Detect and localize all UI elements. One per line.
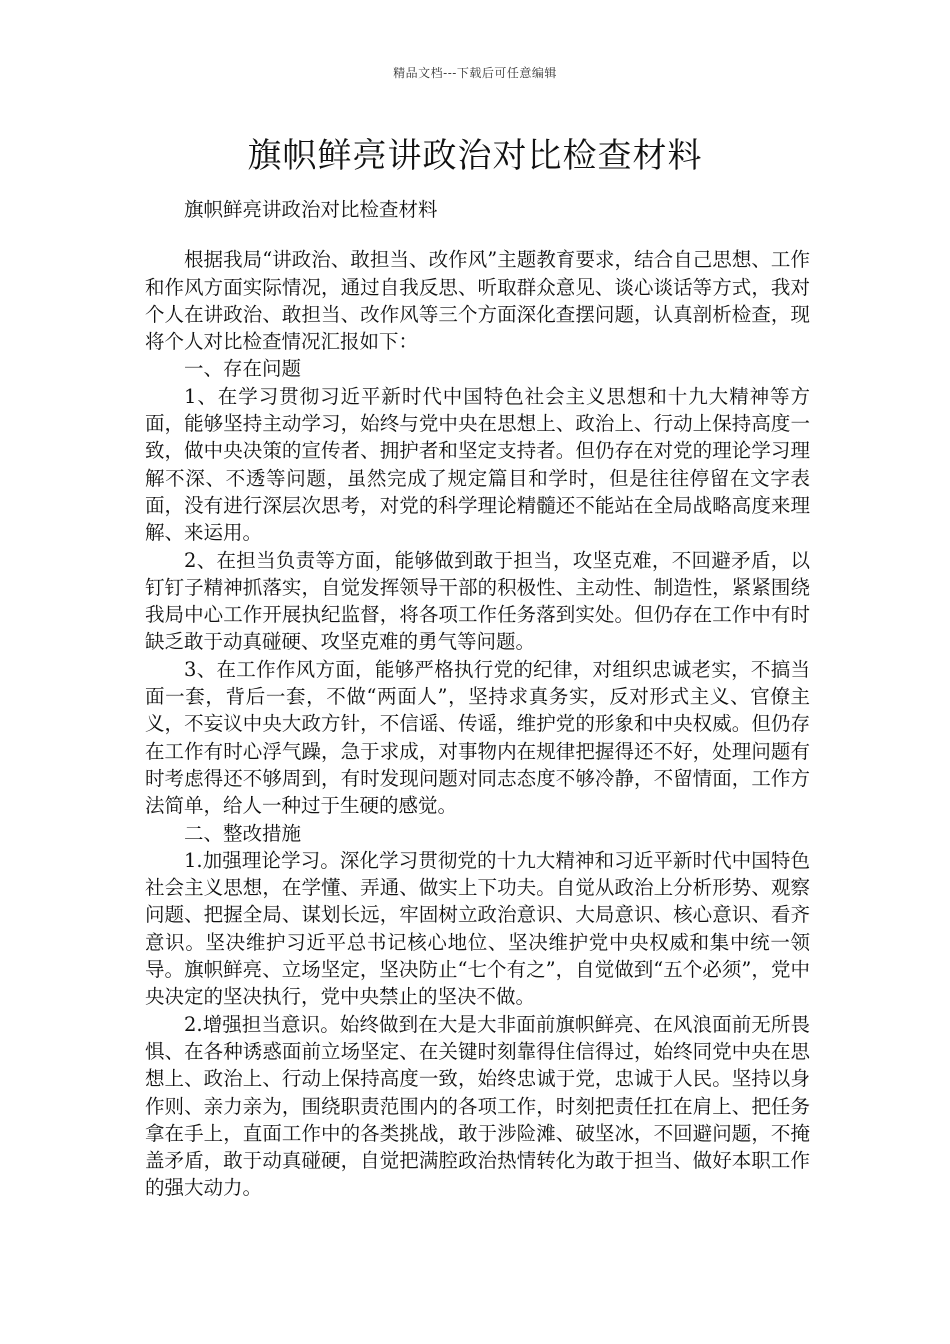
page-header: 精品文档---下载后可任意编辑 [393, 66, 557, 80]
intro-paragraph: 根据我局“讲政治、敢担当、改作风”主题教育要求，结合自己思想、工作和作风方面实际情况，通过自我反思、听取群众意见、谈心谈话等方式，我对个人在讲政治、敢担当、改作风等三个方面深化查摆问题，认真剖析检查，现将个人对比检查情况汇报如下： [145, 248, 810, 354]
measure-paragraph-2: 2.增强担当意识。始终做到在大是大非面前旗帜鲜亮、在风浪面前无所畏惧、在各种诱惑面前立场坚定、在关键时刻靠得住信得过，始终同党中央在思想上、政治上、行动上保持高度一致，始终忠诚于党，忠诚于人民。坚持以身作则、亲力亲为，围绕职责范围内的各项工作，时刻把责任扛在肩上、把任务拿在手上，直面工作中的各类挑战，敢于涉险滩、破坚冰，不回避问题，不掩盖矛盾，敢于动真碰硬，自觉把满腔政治热情转化为敢于担当、做好本职工作的强大动力。 [145, 1012, 810, 1200]
problem-paragraph-3: 3、在工作作风方面，能够严格执行党的纪律，对组织忠诚老实，不搞当面一套，背后一套，不做“两面人”，坚持求真务实，反对形式主义、官僚主义，不妄议中央大政方针，不信谣、传谣，维护党的形象和中央权威。但仍存在工作有时心浮气躁，急于求成，对事物内在规律把握得还不好，处理问题有时考虑得还不够周到，有时发现问题对同志态度不够冷静，不留情面，工作方法简单，给人一种过于生硬的感觉。 [145, 657, 810, 818]
problem-paragraph-1: 1、在学习贯彻习近平新时代中国特色社会主义思想和十九大精神等方面，能够坚持主动学习，始终与党中央在思想上、政治上、行动上保持高度一致，做中央决策的宣传者、拥护者和坚定支持者。但仍存在对党的理论学习理解不深、不透等问题，虽然完成了规定篇目和学时，但是往往停留在文字表面，没有进行深层次思考，对党的科学理论精髓还不能站在全局战略高度来理解、来运用。 [145, 384, 810, 545]
document-body [145, 196, 810, 1202]
section-heading-measures: 二、整改措施 [184, 821, 302, 845]
document-subtitle: 旗帜鲜亮讲政治对比检查材料 [184, 198, 438, 221]
measure-paragraph-1: 1.加强理论学习。深化学习贯彻党的十九大精神和习近平新时代中国特色社会主义思想，在学懂、弄通、做实上下功夫。自觉从政治上分析形势、观察问题、把握全局、谋划长远，牢固树立政治意识、大局意识、核心意识、看齐意识。坚决维护习近平总书记核心地位、坚决维护党中央权威和集中统一领导。旗帜鲜亮、立场坚定，坚决防止“七个有之”，自觉做到“五个必须”，党中央决定的坚决执行，党中央禁止的坚决不做。 [145, 848, 810, 1009]
section-heading-problems: 一、存在问题 [184, 357, 302, 381]
problem-paragraph-2: 2、在担当负责等方面，能够做到敢于担当，攻坚克难，不回避矛盾，以钉钉子精神抓落实，自觉发挥领导干部的积极性、主动性、制造性，紧紧围绕我局中心工作开展执纪监督，将各项工作任务落到实处。但仍存在工作中有时缺乏敢于动真碰硬、攻坚克难的勇气等问题。 [145, 548, 810, 654]
document-title: 旗帜鲜亮讲政治对比检查材料 [247, 136, 703, 176]
